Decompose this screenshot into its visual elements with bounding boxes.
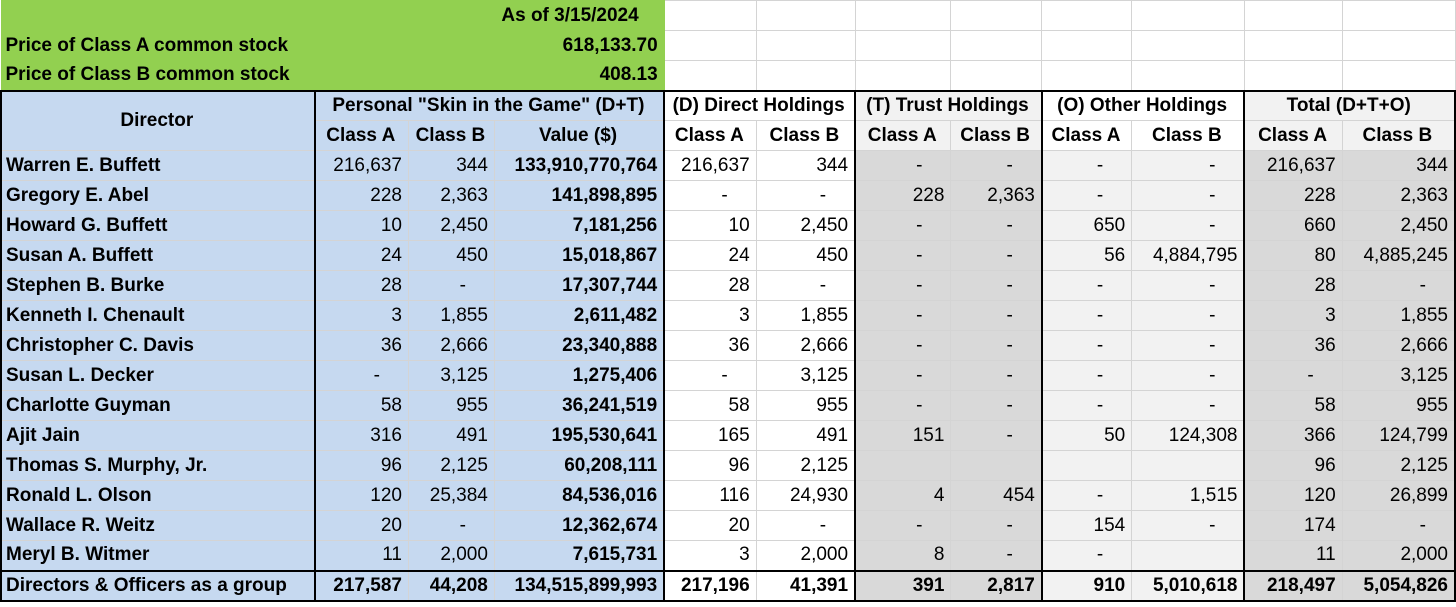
- cell-personal-class-b[interactable]: 2,000: [408, 541, 494, 571]
- cell-total-class-a[interactable]: 96: [1244, 451, 1342, 481]
- cell-other-class-a[interactable]: -: [1042, 151, 1132, 181]
- cell-other-class-a[interactable]: 56: [1042, 241, 1132, 271]
- header-personal[interactable]: Personal "Skin in the Game" (D+T): [315, 91, 665, 121]
- table-row: [1, 541, 1455, 571]
- cell-total-class-b[interactable]: 3,125: [1342, 361, 1455, 391]
- cell-direct-class-b[interactable]: 2,450: [756, 211, 855, 241]
- cell-other-class-b[interactable]: -: [1132, 511, 1245, 541]
- cell-personal-class-b[interactable]: 344: [408, 151, 494, 181]
- table-row: [1, 511, 1455, 541]
- cell-total-class-b[interactable]: 344: [1342, 151, 1455, 181]
- cell-director[interactable]: Ajit Jain: [1, 421, 315, 451]
- header-trust-holdings[interactable]: (T) Trust Holdings: [855, 91, 1042, 121]
- cell[interactable]: [1342, 61, 1455, 91]
- cell-other-class-a[interactable]: -: [1042, 181, 1132, 211]
- cell-other-class-a[interactable]: 910: [1042, 571, 1132, 601]
- cell-other-class-a[interactable]: -: [1042, 271, 1132, 301]
- cell-director[interactable]: Warren E. Buffett: [1, 151, 315, 181]
- cell-trust-class-a[interactable]: -: [855, 241, 951, 271]
- cell[interactable]: [1342, 1, 1455, 31]
- cell-other-class-a[interactable]: 154: [1042, 511, 1132, 541]
- cell-direct-class-a[interactable]: 10: [664, 211, 756, 241]
- cell[interactable]: [951, 61, 1042, 91]
- cell-trust-class-a[interactable]: -: [855, 511, 951, 541]
- table-row: [1, 331, 1455, 361]
- cell-trust-class-a[interactable]: -: [855, 301, 951, 331]
- cell-trust-class-b[interactable]: 454: [951, 481, 1042, 511]
- cell-trust-class-a[interactable]: 8: [855, 541, 951, 571]
- header-direct-holdings[interactable]: (D) Direct Holdings: [664, 91, 855, 121]
- cell-personal-class-b[interactable]: 1,855: [408, 301, 494, 331]
- cell-personal-value[interactable]: 17,307,744: [494, 271, 664, 301]
- cell-director[interactable]: Susan L. Decker: [1, 361, 315, 391]
- cell-trust-class-b[interactable]: -: [951, 211, 1042, 241]
- cell-director[interactable]: Kenneth I. Chenault: [1, 301, 315, 331]
- cell[interactable]: [951, 1, 1042, 31]
- subheader-personal-class-b[interactable]: Class B: [408, 121, 494, 151]
- cell-direct-class-a[interactable]: 96: [664, 451, 756, 481]
- cell[interactable]: [756, 61, 855, 91]
- cell-direct-class-a[interactable]: 28: [664, 271, 756, 301]
- cell-director[interactable]: Directors & Officers as a group: [1, 571, 315, 601]
- cell-trust-class-a[interactable]: -: [855, 271, 951, 301]
- cell-total-class-a[interactable]: 80: [1244, 241, 1342, 271]
- table-row: [1, 301, 1455, 331]
- cell-trust-class-b[interactable]: -: [951, 391, 1042, 421]
- cell-trust-class-b[interactable]: -: [951, 241, 1042, 271]
- cell-personal-class-b[interactable]: 25,384: [408, 481, 494, 511]
- cell-personal-value[interactable]: 84,536,016: [494, 481, 664, 511]
- table-row: [1, 271, 1455, 301]
- table-row: [1, 241, 1455, 271]
- cell-personal-value[interactable]: 23,340,888: [494, 331, 664, 361]
- cell-direct-class-b[interactable]: -: [756, 271, 855, 301]
- cell-trust-class-a[interactable]: -: [855, 331, 951, 361]
- cell-trust-class-a[interactable]: -: [855, 211, 951, 241]
- cell-personal-class-b[interactable]: 955: [408, 391, 494, 421]
- table-row: [1, 361, 1455, 391]
- cell-trust-class-b[interactable]: -: [951, 361, 1042, 391]
- cell-other-class-a[interactable]: -: [1042, 541, 1132, 571]
- cell-director[interactable]: Howard G. Buffett: [1, 211, 315, 241]
- header-other-holdings[interactable]: (O) Other Holdings: [1042, 91, 1245, 121]
- cell-other-class-b[interactable]: 1,515: [1132, 481, 1245, 511]
- subheader-total-class-b[interactable]: Class B: [1342, 121, 1455, 151]
- cell-trust-class-b[interactable]: 2,817: [951, 571, 1042, 601]
- cell-personal-class-b[interactable]: 2,666: [408, 331, 494, 361]
- cell-total-class-b[interactable]: 1,855: [1342, 301, 1455, 331]
- cell-direct-class-a[interactable]: 36: [664, 331, 756, 361]
- cell-trust-class-a[interactable]: 4: [855, 481, 951, 511]
- cell-personal-value[interactable]: 60,208,111: [494, 451, 664, 481]
- cell-personal-class-b[interactable]: 3,125: [408, 361, 494, 391]
- cell-total-class-b[interactable]: -: [1342, 271, 1455, 301]
- cell-total-class-a[interactable]: 11: [1244, 541, 1342, 571]
- cell-direct-class-a[interactable]: 216,637: [664, 151, 756, 181]
- cell-total-class-b[interactable]: 2,125: [1342, 451, 1455, 481]
- price-class-a-label[interactable]: Price of Class A common stock: [1, 31, 494, 61]
- cell-total-class-b[interactable]: 2,000: [1342, 541, 1455, 571]
- price-class-b-value[interactable]: 408.13: [494, 61, 664, 91]
- subheader-other-class-b[interactable]: Class B: [1132, 121, 1245, 151]
- as-of-date-cell[interactable]: [1, 1, 664, 31]
- price-class-a-value[interactable]: 618,133.70: [494, 31, 664, 61]
- cell[interactable]: [855, 1, 951, 31]
- cell-trust-class-b[interactable]: -: [951, 301, 1042, 331]
- cell-personal-class-a[interactable]: 96: [315, 451, 409, 481]
- cell-trust-class-b[interactable]: -: [951, 511, 1042, 541]
- cell-other-class-b[interactable]: -: [1132, 151, 1245, 181]
- cell-personal-class-a[interactable]: 316: [315, 421, 409, 451]
- cell-direct-class-b[interactable]: 24,930: [756, 481, 855, 511]
- cell-other-class-b[interactable]: -: [1132, 211, 1245, 241]
- table-row: [1, 451, 1455, 481]
- cell-direct-class-a[interactable]: 116: [664, 481, 756, 511]
- cell-direct-class-b[interactable]: 2,666: [756, 331, 855, 361]
- cell[interactable]: [1244, 61, 1342, 91]
- cell-director[interactable]: Charlotte Guyman: [1, 391, 315, 421]
- cell-direct-class-b[interactable]: 2,125: [756, 451, 855, 481]
- cell[interactable]: [1042, 1, 1132, 31]
- cell-other-class-b[interactable]: 5,010,618: [1132, 571, 1245, 601]
- cell-trust-class-b[interactable]: -: [951, 271, 1042, 301]
- cell-personal-class-a[interactable]: 120: [315, 481, 409, 511]
- cell[interactable]: [951, 31, 1042, 61]
- cell-other-class-a[interactable]: -: [1042, 331, 1132, 361]
- cell[interactable]: [855, 31, 951, 61]
- cell-personal-class-b[interactable]: 2,363: [408, 181, 494, 211]
- subheader-personal-value[interactable]: Value ($): [494, 121, 664, 151]
- cell-total-class-b[interactable]: 5,054,826: [1342, 571, 1455, 601]
- cell-personal-class-a[interactable]: 228: [315, 181, 409, 211]
- subheader-other-class-a[interactable]: Class A: [1042, 121, 1132, 151]
- cell-direct-class-b[interactable]: -: [756, 511, 855, 541]
- cell-personal-value[interactable]: 1,275,406: [494, 361, 664, 391]
- cell-direct-class-b[interactable]: 344: [756, 151, 855, 181]
- cell-other-class-b[interactable]: [1132, 451, 1245, 481]
- cell[interactable]: [664, 61, 756, 91]
- cell-total-class-a[interactable]: 3: [1244, 301, 1342, 331]
- cell[interactable]: [1244, 31, 1342, 61]
- cell-personal-class-a[interactable]: -: [315, 361, 409, 391]
- cell-trust-class-b[interactable]: [951, 451, 1042, 481]
- table-row: [1, 421, 1455, 451]
- cell-total-class-a[interactable]: 36: [1244, 331, 1342, 361]
- cell-personal-class-a[interactable]: 11: [315, 541, 409, 571]
- cell-director[interactable]: Gregory E. Abel: [1, 181, 315, 211]
- cell-direct-class-b[interactable]: 41,391: [756, 571, 855, 601]
- cell-personal-value[interactable]: 134,515,899,993: [494, 571, 664, 601]
- cell-personal-value[interactable]: 2,611,482: [494, 301, 664, 331]
- cell-total-class-a[interactable]: 228: [1244, 181, 1342, 211]
- cell-personal-value[interactable]: 195,530,641: [494, 421, 664, 451]
- cell[interactable]: [1132, 31, 1245, 61]
- cell[interactable]: [756, 1, 855, 31]
- cell-trust-class-b[interactable]: -: [951, 151, 1042, 181]
- cell-total-class-b[interactable]: 2,363: [1342, 181, 1455, 211]
- cell-personal-class-b[interactable]: 491: [408, 421, 494, 451]
- cell-director[interactable]: Christopher C. Davis: [1, 331, 315, 361]
- cell-total-class-b[interactable]: 2,666: [1342, 331, 1455, 361]
- cell-other-class-b[interactable]: -: [1132, 181, 1245, 211]
- cell-director[interactable]: Meryl B. Witmer: [1, 541, 315, 571]
- table-row: [1, 151, 1455, 181]
- cell-direct-class-b[interactable]: 1,855: [756, 301, 855, 331]
- cell-total-class-a[interactable]: 216,637: [1244, 151, 1342, 181]
- cell-other-class-a[interactable]: -: [1042, 301, 1132, 331]
- cell-total-class-b[interactable]: 26,899: [1342, 481, 1455, 511]
- cell-direct-class-b[interactable]: -: [756, 181, 855, 211]
- cell-other-class-a[interactable]: [1042, 451, 1132, 481]
- cell-trust-class-a[interactable]: -: [855, 391, 951, 421]
- cell-total-class-a[interactable]: 120: [1244, 481, 1342, 511]
- subheader-personal-class-a[interactable]: Class A: [315, 121, 409, 151]
- cell-total-class-a[interactable]: 174: [1244, 511, 1342, 541]
- cell-total-class-b[interactable]: 955: [1342, 391, 1455, 421]
- cell-personal-class-a[interactable]: 217,587: [315, 571, 409, 601]
- cell-direct-class-a[interactable]: 3: [664, 541, 756, 571]
- cell[interactable]: [1132, 61, 1245, 91]
- cell-director[interactable]: Ronald L. Olson: [1, 481, 315, 511]
- cell[interactable]: [1244, 1, 1342, 31]
- cell-direct-class-b[interactable]: 955: [756, 391, 855, 421]
- cell-other-class-b[interactable]: -: [1132, 301, 1245, 331]
- cell-personal-value[interactable]: 36,241,519: [494, 391, 664, 421]
- cell[interactable]: [756, 31, 855, 61]
- cell-personal-class-a[interactable]: 216,637: [315, 151, 409, 181]
- cell-trust-class-a[interactable]: 151: [855, 421, 951, 451]
- table-row: [1, 391, 1455, 421]
- cell-personal-class-a[interactable]: 24: [315, 241, 409, 271]
- cell-personal-class-a[interactable]: 20: [315, 511, 409, 541]
- cell-director[interactable]: Susan A. Buffett: [1, 241, 315, 271]
- cell-direct-class-a[interactable]: 24: [664, 241, 756, 271]
- cell-other-class-b[interactable]: [1132, 541, 1245, 571]
- cell-direct-class-a[interactable]: 3: [664, 301, 756, 331]
- cell-trust-class-a[interactable]: 228: [855, 181, 951, 211]
- cell-trust-class-b[interactable]: 2,363: [951, 181, 1042, 211]
- cell-trust-class-b[interactable]: -: [951, 421, 1042, 451]
- cell-direct-class-a[interactable]: 58: [664, 391, 756, 421]
- cell-personal-class-a[interactable]: 28: [315, 271, 409, 301]
- cell-personal-value[interactable]: 12,362,674: [494, 511, 664, 541]
- subheader-direct-class-a[interactable]: Class A: [664, 121, 756, 151]
- cell-other-class-a[interactable]: -: [1042, 361, 1132, 391]
- cell-direct-class-a[interactable]: -: [664, 361, 756, 391]
- cell-personal-class-b[interactable]: 2,450: [408, 211, 494, 241]
- subheader-direct-class-b[interactable]: Class B: [756, 121, 855, 151]
- cell[interactable]: [1042, 31, 1132, 61]
- table-row: [1, 181, 1455, 211]
- cell-other-class-b[interactable]: 124,308: [1132, 421, 1245, 451]
- cell-personal-class-a[interactable]: 3: [315, 301, 409, 331]
- cell-personal-class-a[interactable]: 36: [315, 331, 409, 361]
- as-of-date: As of 3/15/2024: [501, 4, 639, 26]
- cell-direct-class-a[interactable]: 165: [664, 421, 756, 451]
- cell-personal-class-b[interactable]: 44,208: [408, 571, 494, 601]
- cell-director[interactable]: Stephen B. Burke: [1, 271, 315, 301]
- cell[interactable]: [855, 61, 951, 91]
- cell-personal-class-a[interactable]: 10: [315, 211, 409, 241]
- cell-total-class-a[interactable]: 218,497: [1244, 571, 1342, 601]
- price-class-b-label[interactable]: Price of Class B common stock: [1, 61, 494, 91]
- cell-personal-class-b[interactable]: 450: [408, 241, 494, 271]
- cell-direct-class-a[interactable]: -: [664, 181, 756, 211]
- table-row: [1, 211, 1455, 241]
- cell[interactable]: [1132, 1, 1245, 31]
- cell-direct-class-b[interactable]: 2,000: [756, 541, 855, 571]
- subheader-total-class-a[interactable]: Class A: [1244, 121, 1342, 151]
- cell-personal-value[interactable]: 15,018,867: [494, 241, 664, 271]
- cell-other-class-a[interactable]: -: [1042, 391, 1132, 421]
- header-director[interactable]: Director: [1, 91, 315, 151]
- cell-total-class-a[interactable]: 28: [1244, 271, 1342, 301]
- cell-personal-class-b[interactable]: 2,125: [408, 451, 494, 481]
- cell-other-class-a[interactable]: -: [1042, 481, 1132, 511]
- cell-personal-value[interactable]: 7,181,256: [494, 211, 664, 241]
- cell-other-class-a[interactable]: 50: [1042, 421, 1132, 451]
- cell-total-class-a[interactable]: -: [1244, 361, 1342, 391]
- cell-direct-class-a[interactable]: 217,196: [664, 571, 756, 601]
- table-row: [1, 481, 1455, 511]
- cell-personal-value[interactable]: 141,898,895: [494, 181, 664, 211]
- cell-total-class-b[interactable]: 2,450: [1342, 211, 1455, 241]
- cell[interactable]: [664, 31, 756, 61]
- cell-other-class-b[interactable]: -: [1132, 361, 1245, 391]
- total-row: [1, 571, 1455, 601]
- cell-personal-class-a[interactable]: 58: [315, 391, 409, 421]
- cell-trust-class-b[interactable]: -: [951, 331, 1042, 361]
- cell-direct-class-b[interactable]: 491: [756, 421, 855, 451]
- cell-personal-value[interactable]: 7,615,731: [494, 541, 664, 571]
- cell-total-class-a[interactable]: 58: [1244, 391, 1342, 421]
- cell-personal-value[interactable]: 133,910,770,764: [494, 151, 664, 181]
- cell-total-class-b[interactable]: 124,799: [1342, 421, 1455, 451]
- cell-director[interactable]: Wallace R. Weitz: [1, 511, 315, 541]
- cell-other-class-b[interactable]: -: [1132, 391, 1245, 421]
- cell-other-class-b[interactable]: 4,884,795: [1132, 241, 1245, 271]
- cell-trust-class-a[interactable]: 391: [855, 571, 951, 601]
- cell-personal-class-b[interactable]: -: [408, 511, 494, 541]
- header-total[interactable]: Total (D+T+O): [1244, 91, 1455, 121]
- cell-trust-class-b[interactable]: -: [951, 541, 1042, 571]
- cell[interactable]: [1342, 31, 1455, 61]
- cell-trust-class-a[interactable]: -: [855, 151, 951, 181]
- cell-total-class-b[interactable]: -: [1342, 511, 1455, 541]
- cell-direct-class-b[interactable]: 3,125: [756, 361, 855, 391]
- cell-trust-class-a[interactable]: -: [855, 361, 951, 391]
- cell-personal-class-b[interactable]: -: [408, 271, 494, 301]
- subheader-trust-class-b[interactable]: Class B: [951, 121, 1042, 151]
- cell-total-class-b[interactable]: 4,885,245: [1342, 241, 1455, 271]
- cell-direct-class-a[interactable]: 20: [664, 511, 756, 541]
- cell-total-class-a[interactable]: 366: [1244, 421, 1342, 451]
- cell-other-class-b[interactable]: -: [1132, 271, 1245, 301]
- cell[interactable]: [1042, 61, 1132, 91]
- cell-total-class-a[interactable]: 660: [1244, 211, 1342, 241]
- cell-other-class-a[interactable]: 650: [1042, 211, 1132, 241]
- cell-direct-class-b[interactable]: 450: [756, 241, 855, 271]
- cell[interactable]: [664, 1, 756, 31]
- subheader-trust-class-a[interactable]: Class A: [855, 121, 951, 151]
- cell-director[interactable]: Thomas S. Murphy, Jr.: [1, 451, 315, 481]
- cell-trust-class-a[interactable]: [855, 451, 951, 481]
- cell-other-class-b[interactable]: -: [1132, 331, 1245, 361]
